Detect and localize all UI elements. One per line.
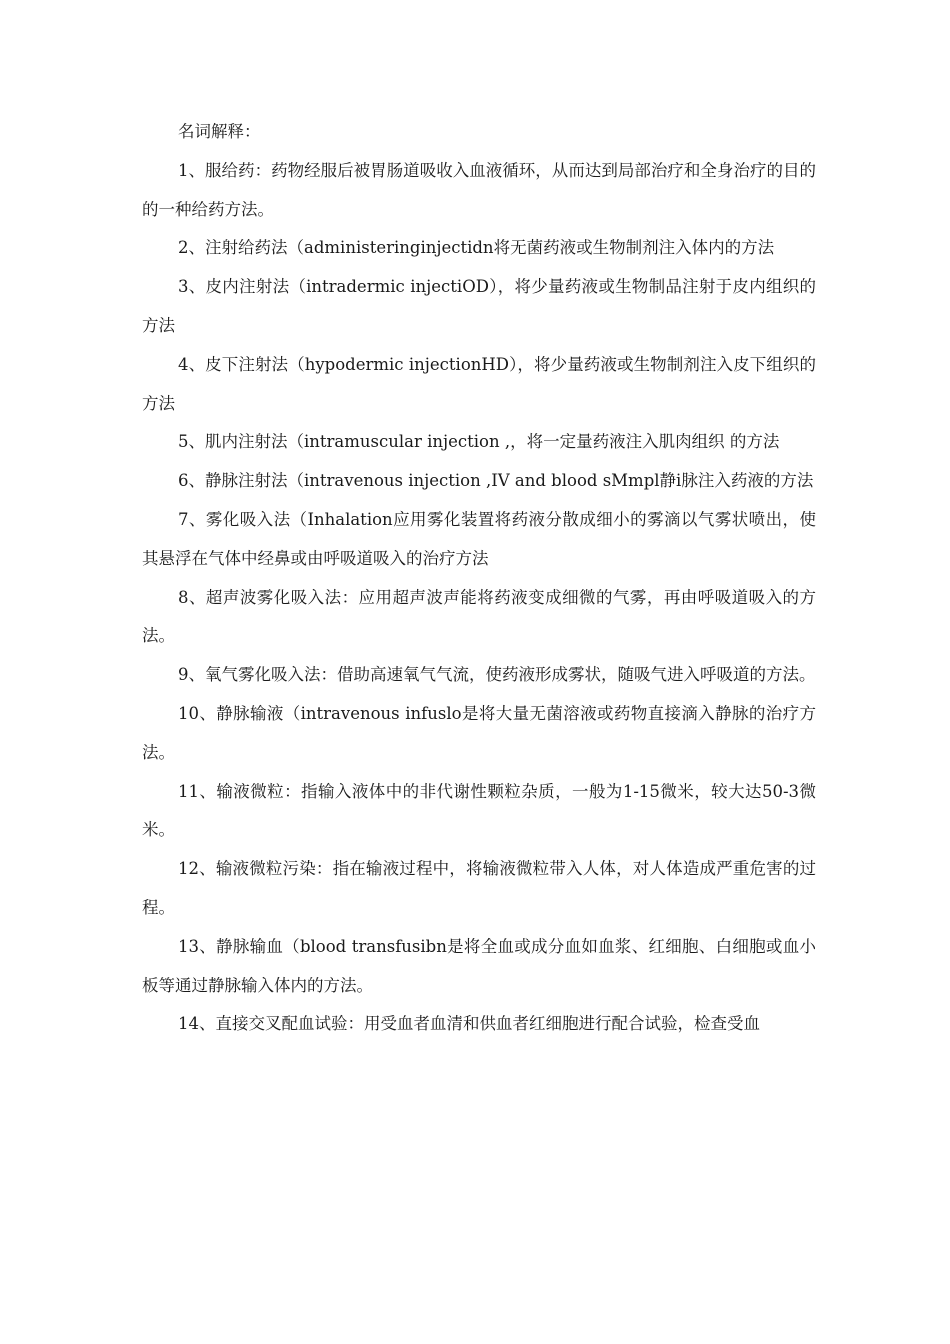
term-entry-6: 6、静脉注射法（intravenous injection ,IV and blood sMmpl静i脉注入药液的方法: [178, 471, 814, 491]
term-entry-1: 1、服给药：药物经服后被胃肠道吸收入血液循环，从而达到局部治疗和全身治疗的目的的一种给药方法。: [142, 160, 816, 219]
term-entry-9: 9、氧气雾化吸入法：借助高速氧气气流，使药液形成雾状，随吸气进入呼吸道的方法。: [178, 665, 816, 685]
term-entry-13: 13、静脉输血（blood transfusibn是将全血或成分血如血浆、红细胞、白细胞或血小板等通过静脉输入体内的方法。: [142, 936, 816, 995]
term-entry-11: 11、输液微粒：指输入液体中的非代谢性颗粒杂质，一般为1-15微米，较大达50-3微米。: [142, 781, 816, 840]
term-entry-3: 3、皮内注射法（intradermic injectiOD），将少量药液或生物制品注射于皮内组织的方法: [142, 277, 816, 335]
term-entry-10: 10、静脉输液（intravenous infuslo是将大量无菌溶液或药物直接滴入静脉的治疗方法。: [142, 703, 816, 762]
term-entry-7: 7、雾化吸入法（Inhalation应用雾化装置将药液分散成细小的雾滴以气雾状喷出，使其悬浮在气体中经鼻或由呼吸道吸入的治疗方法: [142, 509, 816, 568]
term-entry-14: 14、直接交叉配血试验：用受血者血清和供血者红细胞进行配合试验，检查受血: [178, 1014, 760, 1034]
term-entry-2: 2、注射给药法（administeringinjectidn将无菌药液或生物制剂注入体内的方法: [178, 238, 775, 258]
term-entry-8: 8、超声波雾化吸入法：应用超声波声能将药液变成细微的气雾，再由呼吸道吸入的方法。: [142, 587, 816, 646]
term-entry-4: 4、皮下注射法（hypodermic injectionHD），将少量药液或生物制剂注入皮下组织的方法: [142, 354, 816, 413]
document-body: [142, 113, 816, 1044]
term-entry-5: 5、肌内注射法（intramuscular injection ,，将一定量药液注入肌肉组织 的方法: [178, 432, 780, 452]
term-entry-12: 12、输液微粒污染：指在输液过程中，将输液微粒带入人体，对人体造成严重危害的过程。: [142, 859, 816, 917]
section-heading: 名词解释：: [178, 122, 261, 141]
